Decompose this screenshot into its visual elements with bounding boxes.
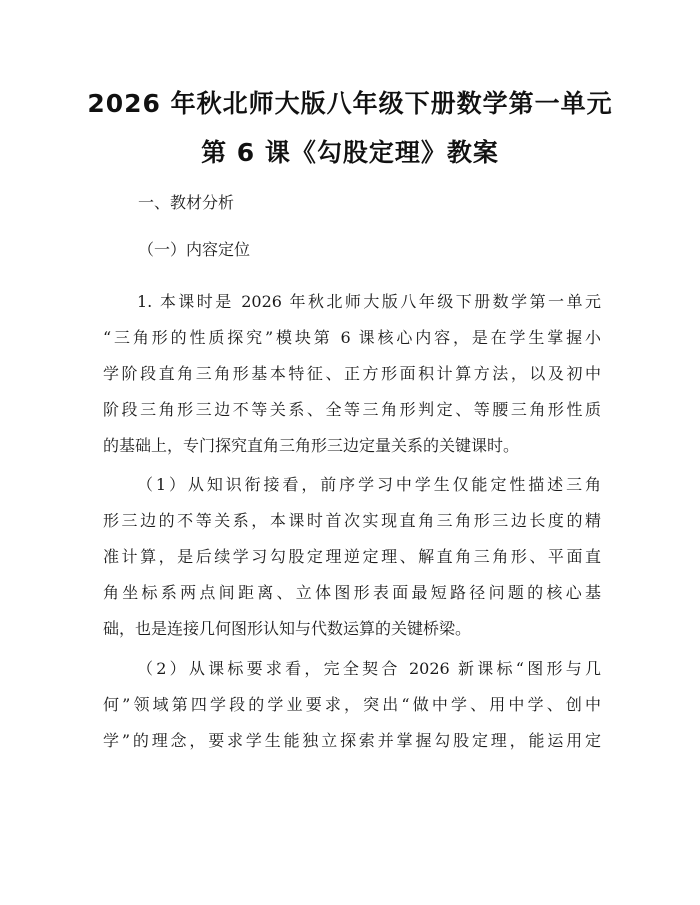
paragraph-1 [103, 284, 601, 464]
paragraph-line: 阶段三角形三边不等关系、全等三角形判定、等腰三角形性质 [103, 400, 601, 419]
paragraph-line: 准计算，是后续学习勾股定理逆定理、解直角三角形、平面直 [103, 547, 601, 566]
paragraph-line: 形三边的不等关系，本课时首次实现直角三角形三边长度的精 [103, 511, 601, 530]
paragraph-line: “三角形的性质探究”模块第 6 课核心内容，是在学生掌握小 [103, 328, 601, 347]
document-title-line-1: 2026 年秋北师大版八年级下册数学第一单元 [87, 89, 613, 118]
paragraph-line: （2）从课标要求看，完全契合 2026 新课标“图形与几 [137, 659, 601, 678]
paragraph-line: 角坐标系两点间距离、立体图形表面最短路径问题的核心基 [103, 583, 601, 602]
paragraph-line: 学”的理念，要求学生能独立探索并掌握勾股定理，能运用定 [103, 731, 601, 750]
paragraph-3 [103, 651, 601, 759]
paragraph-line: 的基础上，专门探究直角三角形三边定量关系的关键课时。 [103, 436, 520, 455]
paragraph-line: （1）从知识衔接看，前序学习中学生仅能定性描述三角 [137, 475, 601, 494]
paragraph-line: 何”领域第四学段的学业要求，突出“做中学、用中学、创中 [103, 695, 601, 714]
paragraph-line: 学阶段直角三角形基本特征、正方形面积计算方法，以及初中 [103, 364, 601, 383]
subsection-heading: （一）内容定位 [138, 240, 251, 259]
paragraph-2 [103, 467, 601, 647]
document-title-line-2: 第 6 课《勾股定理》教案 [201, 138, 499, 167]
paragraph-line: 1. 本课时是 2026 年秋北师大版八年级下册数学第一单元 [137, 292, 601, 311]
paragraph-line: 础，也是连接几何图形认知与代数运算的关键桥梁。 [103, 619, 472, 638]
section-heading: 一、教材分析 [138, 193, 235, 212]
